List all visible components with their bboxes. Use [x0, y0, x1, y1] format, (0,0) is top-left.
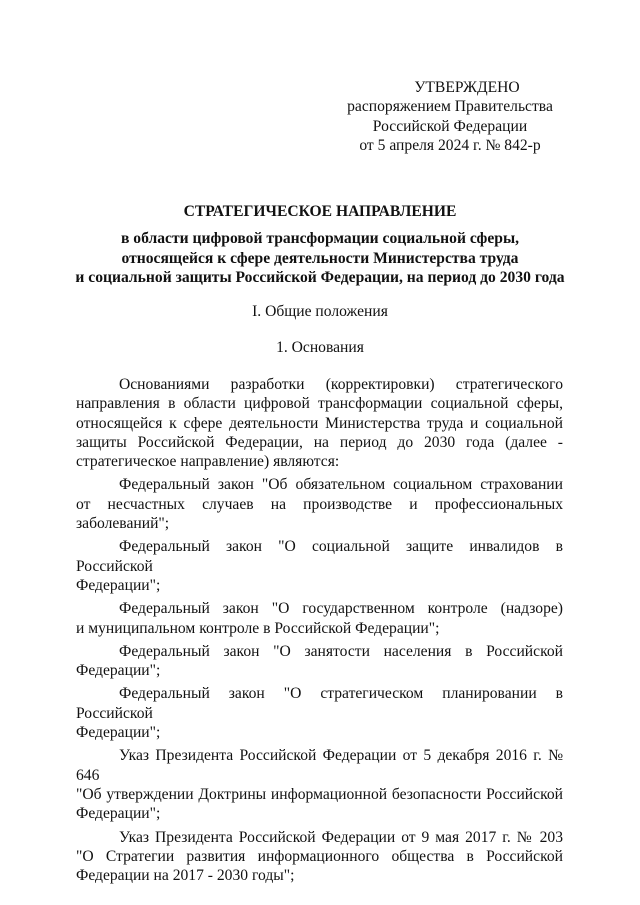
paragraph-line: направления в области цифровой трансформации социальной сферы,	[76, 395, 563, 413]
paragraph-line: Федеральный закон "О занятости населения в Российской	[119, 642, 563, 660]
paragraph-line: Федеральный закон "Об обязательном социальном страховании	[119, 476, 563, 494]
approval-line-government: Российской Федерации	[372, 117, 528, 135]
paragraph-line: Основаниями разработки (корректировки) стратегического	[119, 376, 563, 393]
paragraph-line: Федерации";	[76, 662, 161, 680]
subsection-heading: 1. Основания	[276, 339, 364, 356]
approval-stamp	[330, 78, 570, 155]
body-paragraph	[76, 746, 563, 823]
paragraph-line: Указ Президента Российской Федерации от 5 декабря 2016 г. № 646	[76, 747, 563, 784]
paragraph-line: и муниципальном контроле в Российской Федерации";	[76, 619, 440, 637]
body-paragraph	[76, 599, 563, 638]
paragraph-line: от несчастных случаев на производстве и профессиональных	[76, 495, 563, 513]
title-line-3: и социальной защиты Российской Федерации, на период до 2030 года	[75, 268, 565, 286]
approval-line-date: от 5 апреля 2024 г. № 842-р	[359, 136, 541, 154]
document-title	[60, 202, 580, 287]
paragraph-line: защиты Российской Федерации, на период до 2030 года (далее -	[76, 433, 563, 451]
paragraph-line: Федеральный закон "О государственном контроле (надзоре)	[119, 600, 563, 618]
title-line-2: относящейся к сфере деятельности Министерства труда	[121, 249, 519, 267]
paragraph-line: стратегическое направление) являются:	[76, 453, 340, 471]
paragraph-line: Федеральный закон "О стратегическом планировании в Российской	[76, 685, 563, 722]
paragraph-line: Федерации";	[76, 576, 161, 594]
title-line-1: в области цифровой трансформации социальной сферы,	[120, 230, 520, 248]
approval-heading: УТВЕРЖДЕНО	[414, 79, 520, 96]
paragraph-line: Федеральный закон "О социальной защите инвалидов в Российской	[76, 538, 563, 575]
approval-line-order: распоряжением Правительства	[347, 98, 553, 116]
section-heading: I. Общие положения	[252, 303, 388, 320]
title-main: СТРАТЕГИЧЕСКОЕ НАПРАВЛЕНИЕ	[183, 203, 457, 220]
body-paragraph	[76, 828, 563, 886]
paragraph-line: Указ Президента Российской Федерации от 9 мая 2017 г. № 203	[119, 828, 563, 846]
paragraph-line: Федерации";	[76, 724, 161, 742]
body-paragraph	[76, 684, 563, 742]
paragraph-line: заболеваний";	[76, 515, 170, 533]
body-paragraph	[76, 475, 563, 533]
paragraph-line: "Об утверждении Доктрины информационной безопасности Российской	[76, 785, 563, 803]
body-paragraph	[76, 642, 563, 681]
paragraph-line: относящейся к сфере деятельности Министерства труда и социальной	[76, 414, 563, 432]
paragraph-line: Федерации";	[76, 805, 161, 823]
body-paragraph	[76, 537, 563, 595]
document-body	[76, 375, 563, 885]
body-paragraph	[76, 375, 563, 471]
paragraph-line: Федерации на 2017 - 2030 годы";	[76, 867, 295, 885]
paragraph-line: "О Стратегии развития информационного общества в Российской	[76, 847, 563, 865]
